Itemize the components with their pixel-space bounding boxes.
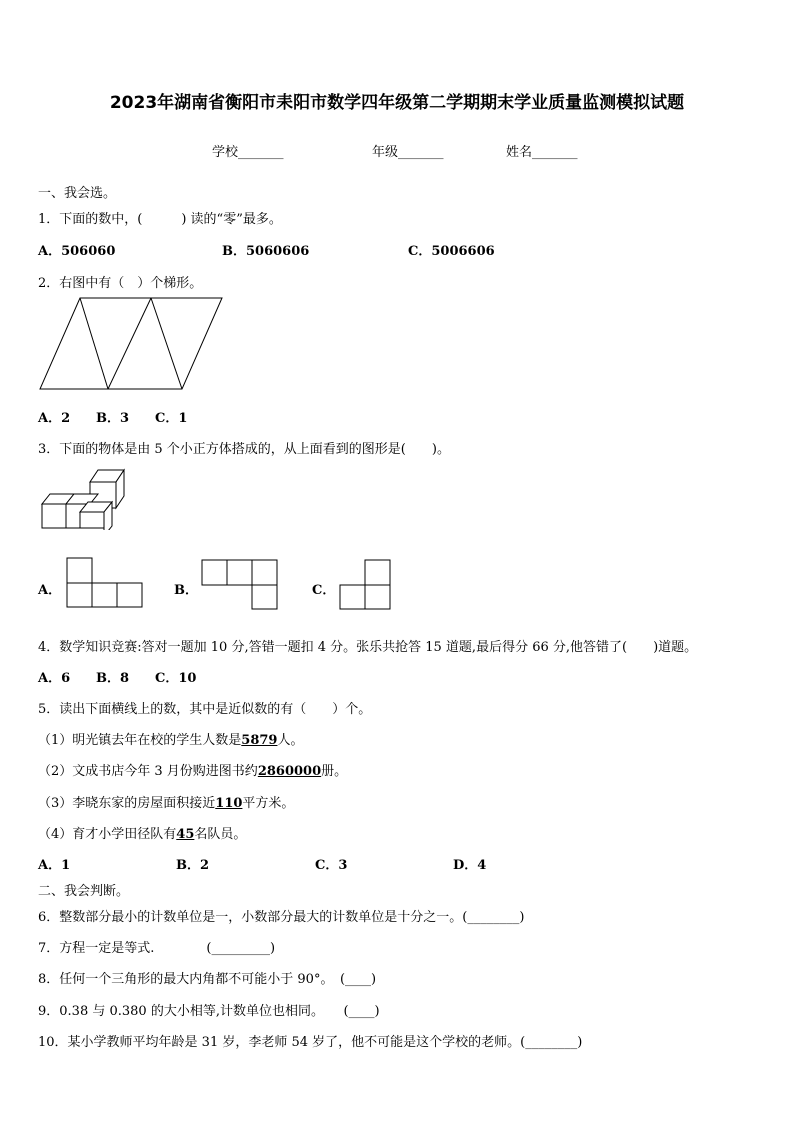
page-title: 2023年湖南省衡阳市耒阳市数学四年级第二学期期末学业质量监测模拟试题	[109, 93, 685, 113]
q5-item-4	[38, 823, 246, 842]
question-10: 10．某小学教师平均年龄是 31 岁，李老师 54 岁了，他不可能是这个学校的老师。(________)	[38, 1035, 583, 1050]
q5-item-2-unit: 册。	[321, 764, 348, 779]
q4-option-a: A．6	[38, 671, 71, 686]
q5-item-4-number: 45	[176, 827, 195, 842]
question-1: 1．下面的数中，( ) 读的“零”最多。	[38, 212, 282, 227]
trapezoid-figure	[38, 296, 224, 392]
q5-item-1-text: （1）明光镇去年在校的学生人数是	[38, 733, 242, 748]
q3-option-c-figure	[338, 558, 394, 611]
q5-option-d: D．4	[453, 858, 487, 873]
q5-item-3	[38, 792, 294, 811]
q1-option-b: B．5060606	[222, 244, 310, 259]
q5-item-1-unit: 人。	[277, 733, 304, 748]
q5-item-3-number: 110	[215, 796, 243, 811]
q2-option-a: A．2	[38, 411, 71, 426]
q3-option-a-figure	[65, 556, 145, 609]
question-2: 2．右图中有（ ）个梯形。	[38, 276, 203, 291]
name-field: 姓名_______	[506, 145, 578, 160]
q5-item-4-text: （4）育才小学田径队有	[38, 827, 177, 842]
section-1-heading: 一、我会选。	[38, 186, 117, 201]
section-2-heading: 二、我会判断。	[38, 884, 130, 899]
q5-item-2-text: （2）文成书店今年 3 月份购进图书约	[38, 764, 258, 779]
question-9: 9．0.38 与 0.380 的大小相等,计数单位也相同。 (____)	[38, 1004, 380, 1019]
question-3: 3．下面的物体是由 5 个小正方体搭成的，从上面看到的图形是( )。	[38, 442, 450, 457]
q5-item-1-number: 5879	[241, 733, 278, 748]
q4-option-b: B．8	[96, 671, 130, 686]
question-8: 8．任何一个三角形的最大内角都不可能小于 90°。 (____)	[38, 972, 377, 987]
grade-field: 年级_______	[372, 145, 444, 160]
q3-option-b-figure	[200, 558, 280, 611]
q5-item-3-unit: 平方米。	[242, 796, 295, 811]
q4-option-c: C．10	[155, 671, 197, 686]
q1-option-c: C．5006606	[408, 244, 495, 259]
q3-option-a: A．	[38, 583, 62, 598]
school-field: 学校_______	[212, 145, 284, 160]
cube-stack-figure	[38, 464, 130, 530]
q5-item-4-unit: 名队员。	[194, 827, 247, 842]
q3-option-c: C．	[312, 583, 336, 598]
question-5: 5．读出下面横线上的数，其中是近似数的有（ ）个。	[38, 702, 372, 717]
q5-item-2-number: 2860000	[257, 764, 322, 779]
q5-item-2	[38, 760, 347, 779]
q5-option-a: A．1	[38, 858, 71, 873]
q5-item-1	[38, 729, 303, 748]
q5-option-b: B．2	[176, 858, 210, 873]
q2-option-c: C．1	[155, 411, 188, 426]
question-7: 7．方程一定是等式. (_________)	[38, 941, 276, 956]
q5-item-3-text: （3）李晓东家的房屋面积接近	[38, 796, 216, 811]
question-4: 4．数学知识竞赛:答对一题加 10 分,答错一题扣 4 分。张乐共抢答 15 道题,最后得分 66 分,他答错了( )道题。	[38, 640, 698, 655]
q2-option-b: B．3	[96, 411, 130, 426]
question-6: 6．整数部分最小的计数单位是一，小数部分最大的计数单位是十分之一。(________)	[38, 910, 525, 925]
q1-option-a: A．506060	[38, 244, 116, 259]
q5-option-c: C．3	[315, 858, 348, 873]
q3-option-b: B．	[174, 583, 198, 598]
